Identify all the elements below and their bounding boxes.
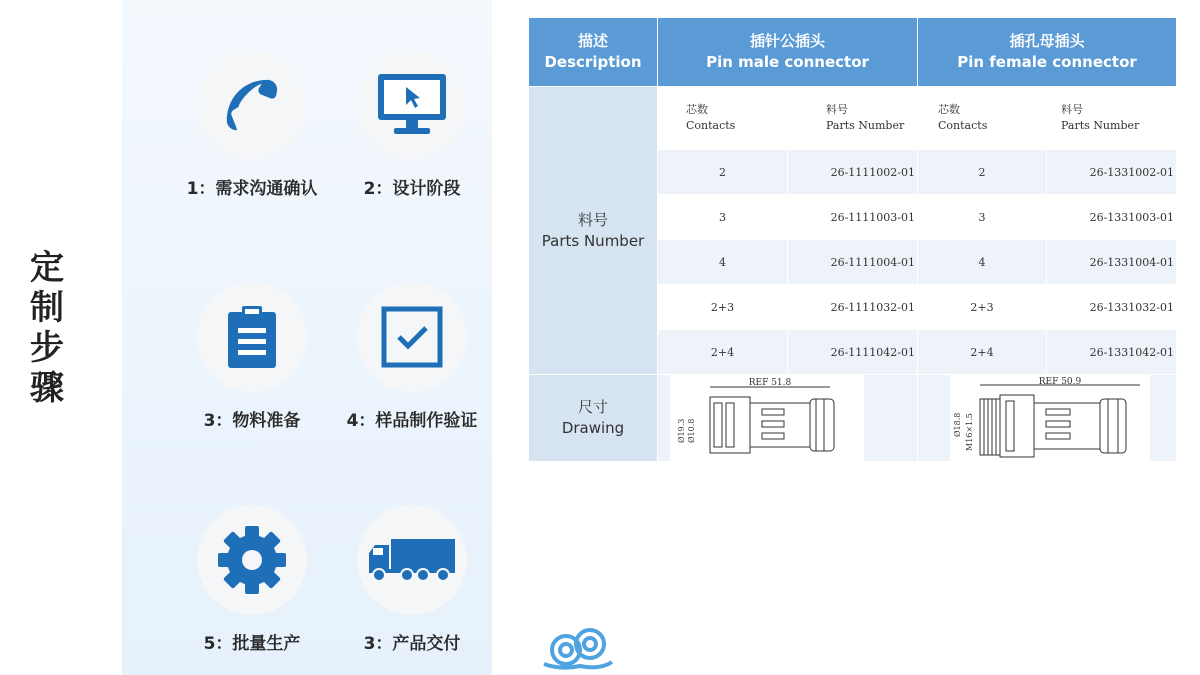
female-part-number: 26-1331002-01: [1047, 150, 1177, 195]
cloud-decoration-icon: [540, 620, 616, 672]
female-contacts: 3: [918, 195, 1047, 240]
male-part-number: 26-1111002-01: [788, 150, 918, 195]
male-ref-dimension: REF 51.8: [748, 378, 792, 388]
table-subheader-row: [529, 87, 1177, 150]
row-label-drawing: 尺寸 Drawing: [529, 375, 658, 462]
female-dia-2: M16×1.5: [965, 413, 975, 451]
gear-icon: [217, 525, 287, 595]
female-ref-dimension: REF 50.9: [1038, 377, 1082, 387]
male-drawing: [658, 375, 918, 462]
step-label: 5：批量生产: [203, 634, 301, 654]
male-dia-1: Ø19.3: [677, 418, 686, 443]
male-part-number: 26-1111004-01: [788, 240, 918, 285]
step-label: 3：物料准备: [203, 411, 301, 431]
phone-icon: [221, 74, 283, 136]
male-contacts: 2+3: [658, 285, 788, 330]
male-part-number: 26-1111042-01: [788, 330, 918, 375]
female-part-number: 26-1331004-01: [1047, 240, 1177, 285]
male-contacts: 3: [658, 195, 788, 240]
step-6: [322, 505, 502, 654]
subheader-male-parts: 料号 Parts Number: [788, 87, 918, 150]
row-label-parts-number: 料号 Parts Number: [529, 87, 658, 375]
side-title-char: 骤: [30, 368, 64, 408]
step-2: [322, 50, 502, 199]
male-connector-drawing: [670, 375, 864, 461]
table-header-row: [529, 18, 1177, 87]
female-contacts: 2+3: [918, 285, 1047, 330]
subheader-male-contacts: 芯数 Contacts: [658, 87, 788, 150]
drawing-row: [529, 375, 1177, 462]
side-title-char: 制: [30, 288, 64, 328]
male-contacts: 2: [658, 150, 788, 195]
checkbox-icon: [381, 306, 443, 368]
female-contacts: 2: [918, 150, 1047, 195]
header-description: 描述 Description: [529, 18, 658, 87]
step-5: [162, 505, 342, 654]
female-part-number: 26-1331003-01: [1047, 195, 1177, 240]
step-label: 2：设计阶段: [363, 179, 461, 199]
female-contacts: 2+4: [918, 330, 1047, 375]
subheader-female-parts: 料号 Parts Number: [1047, 87, 1177, 150]
female-connector-drawing: [950, 375, 1150, 461]
step-4: [322, 282, 502, 431]
step-1: [162, 50, 342, 199]
female-drawing: [918, 375, 1177, 462]
monitor-icon: [376, 72, 448, 138]
step-label: 4：样品制作验证: [346, 411, 478, 431]
header-pin-male: 插针公插头 Pin male connector: [658, 18, 918, 87]
clipboard-icon: [226, 304, 278, 370]
male-dia-2: Ø10.8: [687, 418, 696, 443]
male-part-number: 26-1111032-01: [788, 285, 918, 330]
subheader-female-contacts: 芯数 Contacts: [918, 87, 1047, 150]
side-title: [26, 248, 68, 408]
male-contacts: 2+4: [658, 330, 788, 375]
header-pin-female: 插孔母插头 Pin female connector: [918, 18, 1177, 87]
step-3: [162, 282, 342, 431]
male-contacts: 4: [658, 240, 788, 285]
step-label: 3：产品交付: [363, 634, 461, 654]
female-part-number: 26-1331032-01: [1047, 285, 1177, 330]
steps-panel: [122, 0, 492, 675]
connector-spec-table: [528, 17, 1177, 462]
truck-icon: [367, 537, 457, 583]
step-label: 1：需求沟通确认: [186, 179, 318, 199]
female-dia-1: Ø18.8: [953, 412, 963, 437]
female-contacts: 4: [918, 240, 1047, 285]
male-part-number: 26-1111003-01: [788, 195, 918, 240]
side-title-char: 定: [30, 248, 64, 288]
side-title-char: 步: [30, 328, 64, 368]
female-part-number: 26-1331042-01: [1047, 330, 1177, 375]
